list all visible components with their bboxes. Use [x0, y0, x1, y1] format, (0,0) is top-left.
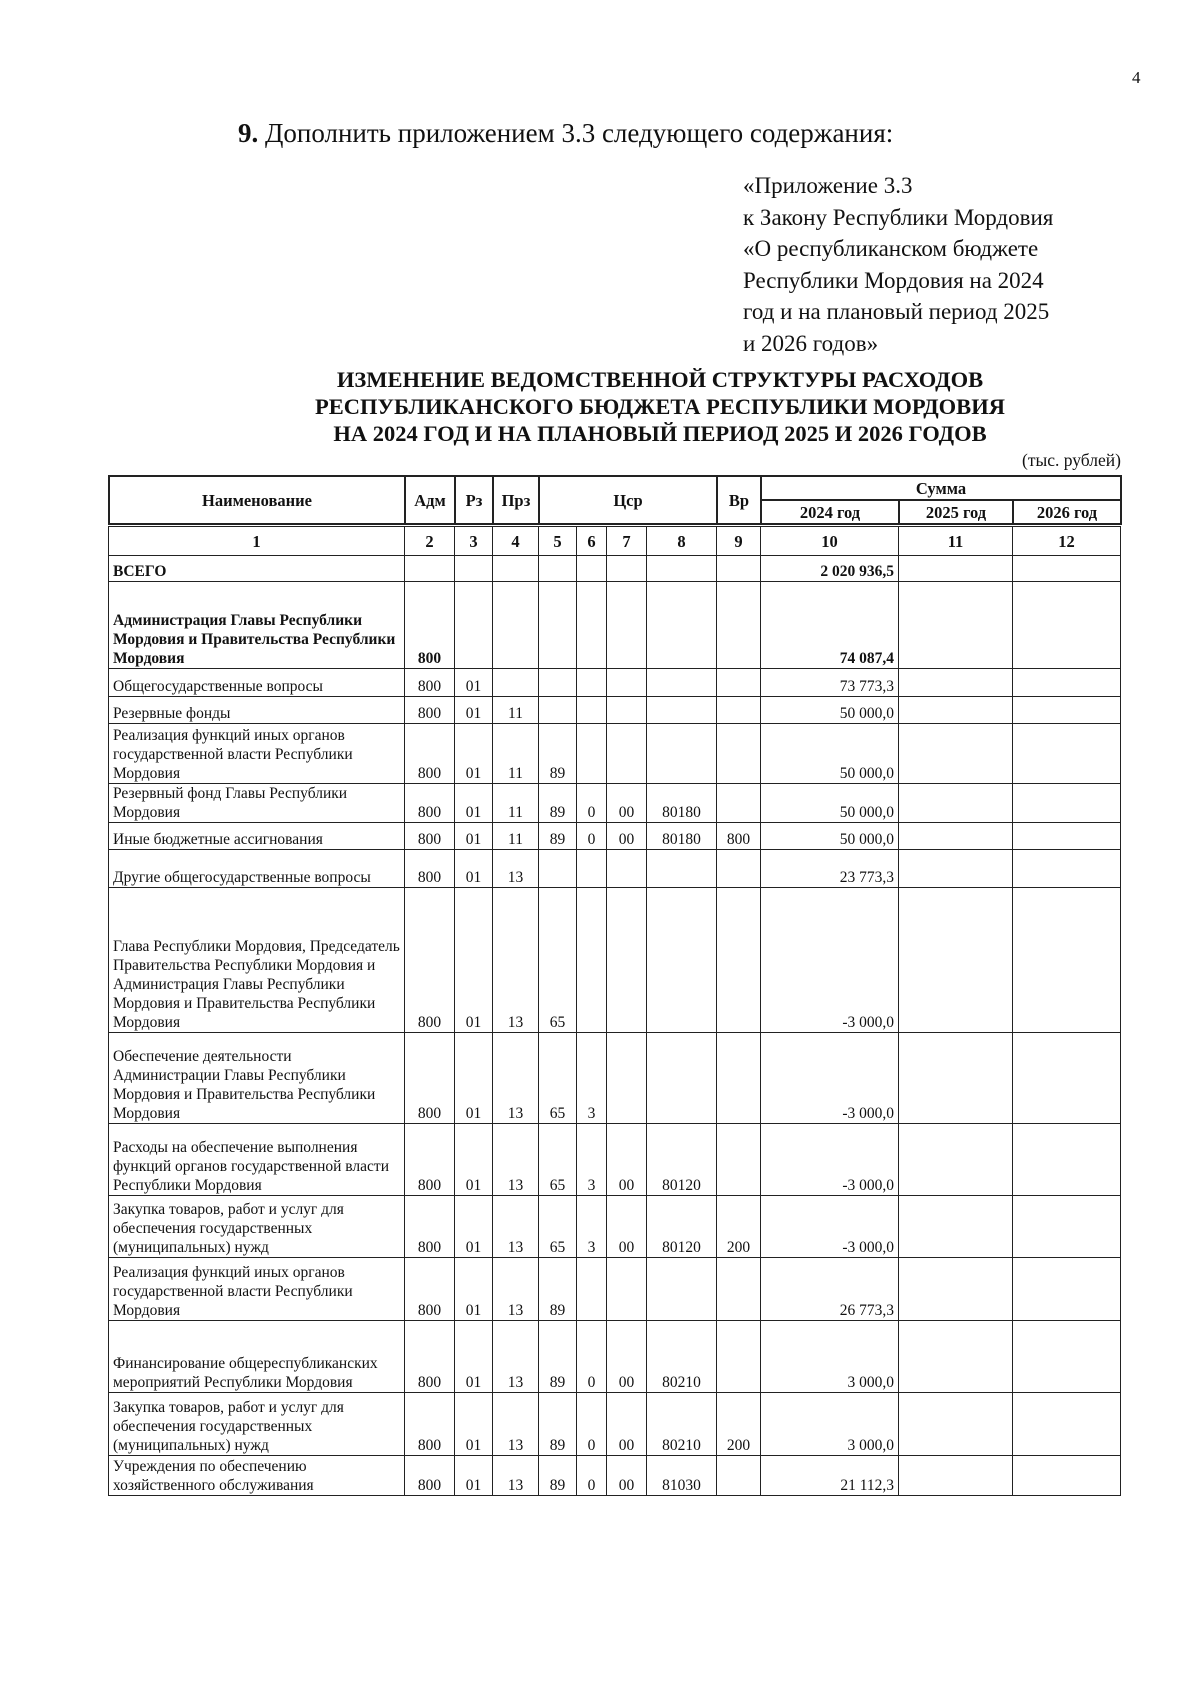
cell-sum-2025	[899, 582, 1013, 669]
cell-csr-subprogram	[577, 1258, 607, 1321]
cell-csr-program	[539, 556, 577, 582]
cell-rz: 01	[455, 1033, 493, 1124]
column-number: 4	[493, 527, 539, 556]
cell-csr-direction: 80120	[647, 1196, 717, 1258]
cell-adm: 800	[405, 823, 455, 850]
cell-rz: 01	[455, 1258, 493, 1321]
cell-csr-program: 89	[539, 1258, 577, 1321]
cell-csr-program: 65	[539, 1033, 577, 1124]
cell-prz: 13	[493, 1196, 539, 1258]
cell-prz: 13	[493, 1124, 539, 1196]
table-header	[108, 475, 1122, 525]
cell-csr-subprogram: 3	[577, 1033, 607, 1124]
cell-vr	[717, 1456, 761, 1496]
cell-csr-program: 89	[539, 724, 577, 784]
cell-vr	[717, 556, 761, 582]
cell-name: Резервный фонд Главы Республики Мордовия	[109, 784, 405, 823]
cell-csr-event	[607, 888, 647, 1033]
cell-prz: 11	[493, 823, 539, 850]
cell-sum-2025	[899, 697, 1013, 724]
cell-sum-2024: 73 773,3	[761, 669, 899, 697]
header-name: Наименование	[109, 476, 405, 524]
cell-rz	[455, 556, 493, 582]
cell-name: Учреждения по обеспечению хозяйственного обслуживания	[109, 1456, 405, 1496]
table-row	[109, 724, 1121, 784]
cell-adm: 800	[405, 1321, 455, 1393]
cell-adm: 800	[405, 784, 455, 823]
cell-sum-2025	[899, 1196, 1013, 1258]
cell-csr-direction	[647, 697, 717, 724]
cell-sum-2025	[899, 669, 1013, 697]
cell-sum-2026	[1013, 850, 1121, 888]
cell-prz	[493, 669, 539, 697]
cell-csr-event: 00	[607, 1321, 647, 1393]
cell-name: ВСЕГО	[109, 556, 405, 582]
cell-vr	[717, 724, 761, 784]
cell-csr-direction: 80180	[647, 784, 717, 823]
cell-csr-direction	[647, 724, 717, 784]
cell-sum-2025	[899, 850, 1013, 888]
header-prz: Прз	[493, 476, 539, 524]
cell-sum-2026	[1013, 888, 1121, 1033]
table-row	[109, 1456, 1121, 1496]
cell-prz: 13	[493, 888, 539, 1033]
title-line: ИЗМЕНЕНИЕ ВЕДОМСТВЕННОЙ СТРУКТУРЫ РАСХОДОВ	[336, 367, 984, 392]
table-row	[109, 850, 1121, 888]
cell-vr: 800	[717, 823, 761, 850]
cell-csr-direction: 80120	[647, 1124, 717, 1196]
cell-adm: 800	[405, 724, 455, 784]
cell-rz: 01	[455, 1456, 493, 1496]
appendix-line: «Приложение 3.3	[743, 173, 913, 198]
table-row	[109, 582, 1121, 669]
table-row	[109, 784, 1121, 823]
cell-csr-program: 89	[539, 1321, 577, 1393]
cell-sum-2026	[1013, 823, 1121, 850]
cell-csr-event	[607, 724, 647, 784]
cell-csr-event: 00	[607, 784, 647, 823]
cell-csr-program	[539, 850, 577, 888]
cell-vr	[717, 669, 761, 697]
cell-csr-event	[607, 850, 647, 888]
cell-prz: 11	[493, 697, 539, 724]
cell-sum-2025	[899, 1456, 1013, 1496]
column-number: 1	[109, 527, 405, 556]
cell-adm: 800	[405, 1124, 455, 1196]
cell-csr-event: 00	[607, 1393, 647, 1456]
cell-csr-program: 65	[539, 888, 577, 1033]
cell-csr-program: 65	[539, 1196, 577, 1258]
table-row	[109, 823, 1121, 850]
header-adm: Адм	[405, 476, 455, 524]
column-number: 5	[539, 527, 577, 556]
cell-csr-program: 65	[539, 1124, 577, 1196]
table-row	[109, 888, 1121, 1033]
cell-csr-program: 89	[539, 1456, 577, 1496]
cell-name: Администрация Главы Республики Мордовия и Правительства Республики Мордовия	[109, 582, 405, 669]
cell-csr-program	[539, 697, 577, 724]
cell-csr-program: 89	[539, 784, 577, 823]
column-numbers-row	[109, 527, 1121, 556]
cell-csr-direction	[647, 1258, 717, 1321]
title-line: РЕСПУБЛИКАНСКОГО БЮДЖЕТА РЕСПУБЛИКИ МОРДОВИЯ	[315, 394, 1005, 419]
cell-adm: 800	[405, 1258, 455, 1321]
cell-csr-subprogram: 0	[577, 1393, 607, 1456]
cell-csr-event	[607, 669, 647, 697]
cell-adm: 800	[405, 850, 455, 888]
cell-sum-2024: 23 773,3	[761, 850, 899, 888]
column-number: 3	[455, 527, 493, 556]
appendix-line: Республики Мордовия на 2024	[743, 267, 1044, 293]
cell-vr: 200	[717, 1393, 761, 1456]
column-number: 9	[717, 527, 761, 556]
cell-prz: 13	[493, 1258, 539, 1321]
cell-csr-direction	[647, 888, 717, 1033]
header-csr: Цср	[539, 476, 717, 524]
cell-prz	[493, 556, 539, 582]
cell-sum-2026	[1013, 1196, 1121, 1258]
cell-adm: 800	[405, 697, 455, 724]
cell-sum-2025	[899, 823, 1013, 850]
cell-sum-2026	[1013, 1124, 1121, 1196]
column-number: 2	[405, 527, 455, 556]
cell-sum-2024: 74 087,4	[761, 582, 899, 669]
cell-adm	[405, 556, 455, 582]
table-row	[109, 1196, 1121, 1258]
cell-sum-2025	[899, 888, 1013, 1033]
header-year-2025: 2025 год	[899, 500, 1013, 524]
cell-rz: 01	[455, 724, 493, 784]
cell-sum-2024: -3 000,0	[761, 888, 899, 1033]
cell-vr	[717, 697, 761, 724]
cell-csr-event	[607, 1258, 647, 1321]
cell-csr-program: 89	[539, 823, 577, 850]
cell-name: Закупка товаров, работ и услуг для обеспечения государственных (муниципальных) нужд	[109, 1393, 405, 1456]
cell-prz: 11	[493, 784, 539, 823]
cell-sum-2024: 50 000,0	[761, 784, 899, 823]
cell-adm: 800	[405, 669, 455, 697]
cell-sum-2025	[899, 724, 1013, 784]
cell-csr-event	[607, 556, 647, 582]
cell-rz: 01	[455, 1124, 493, 1196]
cell-name: Глава Республики Мордовия, Председатель Правительства Республики Мордовия и Администрация Главы Республики Мордовия и Правительства Республики Мордовия	[109, 888, 405, 1033]
column-number: 12	[1013, 527, 1121, 556]
cell-sum-2025	[899, 1393, 1013, 1456]
cell-sum-2025	[899, 1321, 1013, 1393]
cell-csr-event: 00	[607, 1196, 647, 1258]
cell-prz: 13	[493, 1321, 539, 1393]
cell-sum-2024: -3 000,0	[761, 1033, 899, 1124]
cell-prz: 13	[493, 1456, 539, 1496]
cell-csr-direction	[647, 556, 717, 582]
appendix-line: и 2026 годов»	[743, 330, 879, 356]
cell-rz: 01	[455, 823, 493, 850]
cell-csr-direction: 80180	[647, 823, 717, 850]
cell-sum-2024: -3 000,0	[761, 1196, 899, 1258]
cell-rz: 01	[455, 697, 493, 724]
cell-sum-2026	[1013, 1321, 1121, 1393]
cell-name: Резервные фонды	[109, 697, 405, 724]
cell-csr-event: 00	[607, 1124, 647, 1196]
cell-prz: 11	[493, 724, 539, 784]
column-number: 6	[577, 527, 607, 556]
cell-vr	[717, 1321, 761, 1393]
cell-csr-event: 00	[607, 823, 647, 850]
cell-sum-2026	[1013, 1456, 1121, 1496]
cell-sum-2024: 2 020 936,5	[761, 556, 899, 582]
cell-adm: 800	[405, 1196, 455, 1258]
header-vr: Вр	[717, 476, 761, 524]
header-year-2024: 2024 год	[761, 500, 899, 524]
cell-sum-2026	[1013, 1393, 1121, 1456]
cell-csr-program	[539, 582, 577, 669]
cell-sum-2024: 3 000,0	[761, 1393, 899, 1456]
cell-adm: 800	[405, 1033, 455, 1124]
cell-csr-subprogram	[577, 556, 607, 582]
cell-sum-2024: 50 000,0	[761, 724, 899, 784]
cell-adm: 800	[405, 888, 455, 1033]
column-number: 11	[899, 527, 1013, 556]
cell-name: Закупка товаров, работ и услуг для обеспечения государственных (муниципальных) нужд	[109, 1196, 405, 1258]
cell-sum-2025	[899, 1258, 1013, 1321]
cell-rz: 01	[455, 1321, 493, 1393]
cell-sum-2026	[1013, 1033, 1121, 1124]
cell-adm: 800	[405, 582, 455, 669]
cell-rz: 01	[455, 888, 493, 1033]
cell-vr	[717, 850, 761, 888]
cell-name: Иные бюджетные ассигнования	[109, 823, 405, 850]
cell-csr-subprogram: 0	[577, 1321, 607, 1393]
cell-csr-subprogram: 3	[577, 1124, 607, 1196]
intro-paragraph	[238, 118, 893, 149]
cell-sum-2025	[899, 1124, 1013, 1196]
cell-name: Реализация функций иных органов государственной власти Республики Мордовия	[109, 724, 405, 784]
cell-prz: 13	[493, 1393, 539, 1456]
cell-sum-2024: 50 000,0	[761, 823, 899, 850]
cell-csr-subprogram: 0	[577, 1456, 607, 1496]
cell-sum-2026	[1013, 784, 1121, 823]
header-sum: Сумма	[761, 476, 1121, 500]
budget-table	[108, 526, 1121, 1496]
cell-sum-2024: -3 000,0	[761, 1124, 899, 1196]
cell-name: Финансирование общереспубликанских мероприятий Республики Мордовия	[109, 1321, 405, 1393]
cell-vr	[717, 1124, 761, 1196]
cell-vr: 200	[717, 1196, 761, 1258]
column-number: 10	[761, 527, 899, 556]
table-row	[109, 556, 1121, 582]
page-number: 4	[1132, 68, 1141, 87]
cell-csr-subprogram	[577, 669, 607, 697]
cell-rz: 01	[455, 669, 493, 697]
cell-csr-direction: 80210	[647, 1321, 717, 1393]
header-year-2026: 2026 год	[1013, 500, 1121, 524]
cell-sum-2026	[1013, 556, 1121, 582]
cell-csr-event	[607, 697, 647, 724]
cell-csr-subprogram	[577, 850, 607, 888]
cell-sum-2026	[1013, 582, 1121, 669]
cell-csr-event: 00	[607, 1456, 647, 1496]
table-row	[109, 1124, 1121, 1196]
appendix-line: к Закону Республики Мордовия	[743, 204, 1054, 230]
table-row	[109, 669, 1121, 697]
table-row	[109, 1321, 1121, 1393]
table-row	[109, 1258, 1121, 1321]
column-number: 8	[647, 527, 717, 556]
cell-rz: 01	[455, 1393, 493, 1456]
cell-prz: 13	[493, 850, 539, 888]
cell-name: Общегосударственные вопросы	[109, 669, 405, 697]
cell-csr-subprogram	[577, 724, 607, 784]
column-number: 7	[607, 527, 647, 556]
cell-rz: 01	[455, 850, 493, 888]
cell-vr	[717, 888, 761, 1033]
appendix-line: «О республиканском бюджете	[743, 236, 1039, 261]
cell-sum-2025	[899, 784, 1013, 823]
cell-vr	[717, 784, 761, 823]
cell-sum-2024: 26 773,3	[761, 1258, 899, 1321]
cell-name: Реализация функций иных органов государственной власти Республики Мордовия	[109, 1258, 405, 1321]
cell-csr-program: 89	[539, 1393, 577, 1456]
cell-csr-event	[607, 582, 647, 669]
cell-name: Обеспечение деятельности Администрации Главы Республики Мордовия и Правительства Республики Мордовия	[109, 1033, 405, 1124]
cell-sum-2025	[899, 556, 1013, 582]
cell-csr-subprogram	[577, 697, 607, 724]
cell-csr-subprogram: 0	[577, 823, 607, 850]
cell-csr-direction: 80210	[647, 1393, 717, 1456]
cell-csr-subprogram	[577, 582, 607, 669]
cell-csr-direction: 81030	[647, 1456, 717, 1496]
intro-number: 9.	[238, 118, 259, 148]
cell-adm: 800	[405, 1393, 455, 1456]
cell-vr	[717, 1033, 761, 1124]
intro-text: Дополнить приложением 3.3 следующего содержания:	[265, 118, 894, 148]
cell-csr-program	[539, 669, 577, 697]
header-rz: Рз	[455, 476, 493, 524]
cell-rz: 01	[455, 1196, 493, 1258]
cell-sum-2026	[1013, 724, 1121, 784]
cell-prz	[493, 582, 539, 669]
cell-csr-event	[607, 1033, 647, 1124]
appendix-line: год и на плановый период 2025	[743, 299, 1050, 324]
cell-csr-subprogram	[577, 888, 607, 1033]
table-row	[109, 1393, 1121, 1456]
cell-sum-2024: 21 112,3	[761, 1456, 899, 1496]
cell-name: Другие общегосударственные вопросы	[109, 850, 405, 888]
cell-sum-2024: 50 000,0	[761, 697, 899, 724]
units-label: (тыс. рублей)	[1022, 450, 1121, 470]
cell-csr-subprogram: 3	[577, 1196, 607, 1258]
cell-sum-2026	[1013, 1258, 1121, 1321]
cell-vr	[717, 1258, 761, 1321]
cell-csr-direction	[647, 582, 717, 669]
cell-prz: 13	[493, 1033, 539, 1124]
cell-csr-subprogram: 0	[577, 784, 607, 823]
cell-rz: 01	[455, 784, 493, 823]
cell-adm: 800	[405, 1456, 455, 1496]
cell-rz	[455, 582, 493, 669]
cell-sum-2024: 3 000,0	[761, 1321, 899, 1393]
appendix-note	[743, 170, 1053, 359]
cell-sum-2026	[1013, 669, 1121, 697]
document-title	[160, 366, 1160, 447]
table-row	[109, 697, 1121, 724]
table-row	[109, 1033, 1121, 1124]
cell-sum-2026	[1013, 697, 1121, 724]
cell-sum-2025	[899, 1033, 1013, 1124]
cell-csr-direction	[647, 850, 717, 888]
cell-csr-direction	[647, 1033, 717, 1124]
cell-name: Расходы на обеспечение выполнения функций органов государственной власти Республики Мордовия	[109, 1124, 405, 1196]
cell-vr	[717, 582, 761, 669]
cell-csr-direction	[647, 669, 717, 697]
title-line: НА 2024 ГОД И НА ПЛАНОВЫЙ ПЕРИОД 2025 И 2026 ГОДОВ	[333, 421, 987, 446]
